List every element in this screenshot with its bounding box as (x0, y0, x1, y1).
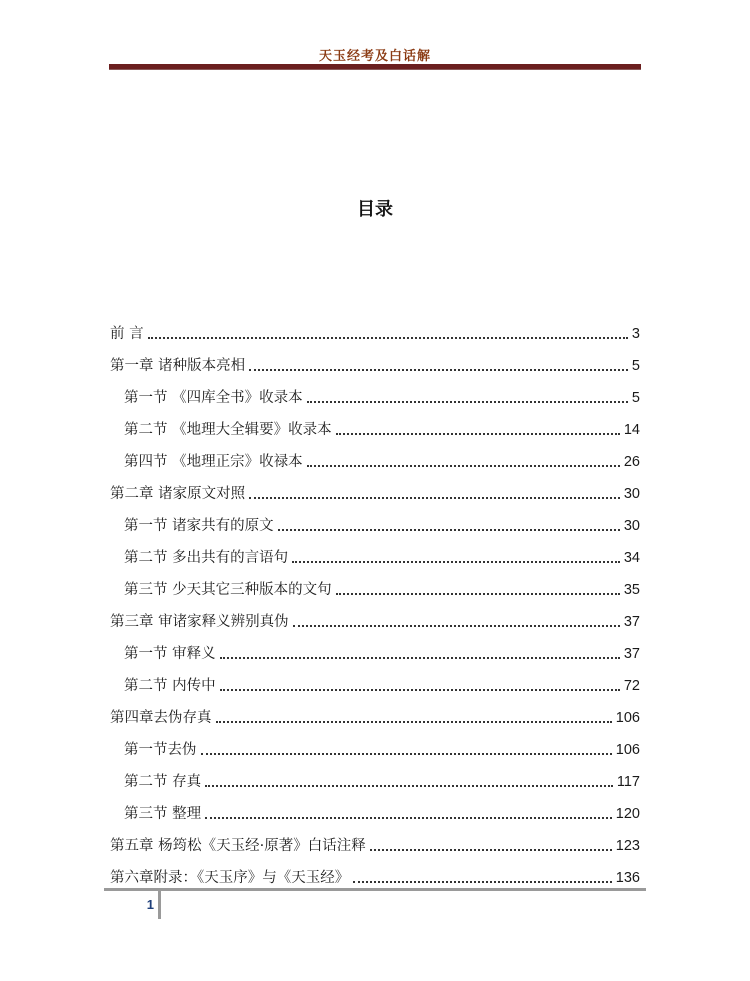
toc-entry-page-number: 3 (631, 326, 640, 342)
toc-dot-leader (205, 784, 613, 787)
toc-dot-leader (370, 848, 612, 851)
toc-entry-label: 第二节 存真 (124, 774, 202, 790)
toc-dot-leader (278, 528, 620, 531)
header-rule (109, 64, 641, 69)
toc-entry-label: 第六章附录：《天玉序》与《天玉经》 (110, 870, 350, 886)
toc-dot-leader (307, 464, 620, 467)
toc-dot-leader (249, 496, 620, 499)
running-header-title: 天玉经考及白话解 (318, 49, 431, 64)
toc-dot-leader (205, 816, 612, 819)
toc-entry[interactable] (110, 855, 640, 887)
toc-dot-leader (336, 432, 620, 435)
toc-entry[interactable] (110, 823, 640, 855)
toc-entry-page-number: 37 (623, 646, 640, 662)
toc-entry[interactable] (110, 759, 640, 791)
toc-entry-page-number: 5 (631, 390, 640, 406)
toc-entry-label: 前 言 (110, 326, 144, 342)
toc-entry[interactable] (110, 471, 640, 503)
toc-entry-label: 第一节 诸家共有的原文 (124, 518, 274, 534)
toc-entry-page-number: 136 (615, 870, 640, 886)
toc-entry-page-number: 35 (623, 582, 640, 598)
toc-entry[interactable] (110, 727, 640, 759)
toc-entry[interactable] (110, 535, 640, 567)
toc-entry[interactable] (110, 375, 640, 407)
toc-entry-label: 第二节 多出共有的言语句 (124, 550, 289, 566)
toc-entry-page-number: 34 (623, 550, 640, 566)
toc-entry-label: 第一节去伪 (124, 742, 197, 758)
toc-entry-label: 第一章 诸种版本亮相 (110, 358, 246, 374)
toc-dot-leader (336, 592, 620, 595)
toc-entry-page-number: 14 (623, 422, 640, 438)
toc-entry-label: 第一节 《四库全书》收录本 (124, 390, 303, 406)
toc-entry-page-number: 123 (615, 838, 640, 854)
toc-dot-leader (216, 720, 612, 723)
toc-entry-page-number: 30 (623, 518, 640, 534)
toc-entry-page-number: 106 (615, 742, 640, 758)
toc-dot-leader (201, 752, 612, 755)
toc-entry[interactable] (110, 791, 640, 823)
toc-entry[interactable] (110, 663, 640, 695)
toc-dot-leader (307, 400, 628, 403)
toc-entry-page-number: 117 (616, 774, 640, 790)
toc-entry-page-number: 30 (623, 486, 640, 502)
toc-dot-leader (220, 688, 620, 691)
toc-entry-page-number: 37 (623, 614, 640, 630)
table-of-contents (110, 311, 640, 887)
toc-entry-page-number: 5 (631, 358, 640, 374)
toc-entry[interactable] (110, 567, 640, 599)
toc-entry[interactable] (110, 599, 640, 631)
footer-divider (158, 891, 161, 919)
toc-entry-label: 第三章 审诸家释义辨别真伪 (110, 614, 289, 630)
toc-entry[interactable] (110, 311, 640, 343)
toc-entry[interactable] (110, 407, 640, 439)
toc-dot-leader (220, 656, 620, 659)
toc-entry[interactable] (110, 695, 640, 727)
toc-entry-label: 第二节 内传中 (124, 678, 216, 694)
toc-entry-page-number: 106 (615, 710, 640, 726)
toc-entry-label: 第五章 杨筠松《天玉经·原著》白话注释 (110, 838, 366, 854)
toc-entry-label: 第一节 审释义 (124, 646, 216, 662)
toc-dot-leader (249, 368, 628, 371)
toc-entry[interactable] (110, 343, 640, 375)
toc-entry-page-number: 120 (615, 806, 640, 822)
toc-entry[interactable] (110, 503, 640, 535)
toc-dot-leader (292, 560, 620, 563)
toc-dot-leader (148, 336, 628, 339)
toc-entry-label: 第二节 《地理大全辑要》收录本 (124, 422, 332, 438)
toc-entry-label: 第三节 整理 (124, 806, 202, 822)
toc-heading: 目录 (357, 199, 393, 220)
footer-page-number: 1 (146, 897, 154, 912)
toc-entry-label: 第三节 少天其它三种版本的文句 (124, 582, 332, 598)
toc-entry[interactable] (110, 439, 640, 471)
toc-entry[interactable] (110, 631, 640, 663)
toc-entry-page-number: 26 (623, 454, 640, 470)
toc-entry-label: 第四节 《地理正宗》收禄本 (124, 454, 303, 470)
toc-entry-page-number: 72 (623, 678, 640, 694)
toc-entry-label: 第四章去伪存真 (110, 710, 212, 726)
toc-dot-leader (353, 880, 612, 883)
footer-rule (104, 888, 646, 891)
toc-dot-leader (293, 624, 620, 627)
toc-entry-label: 第二章 诸家原文对照 (110, 486, 246, 502)
